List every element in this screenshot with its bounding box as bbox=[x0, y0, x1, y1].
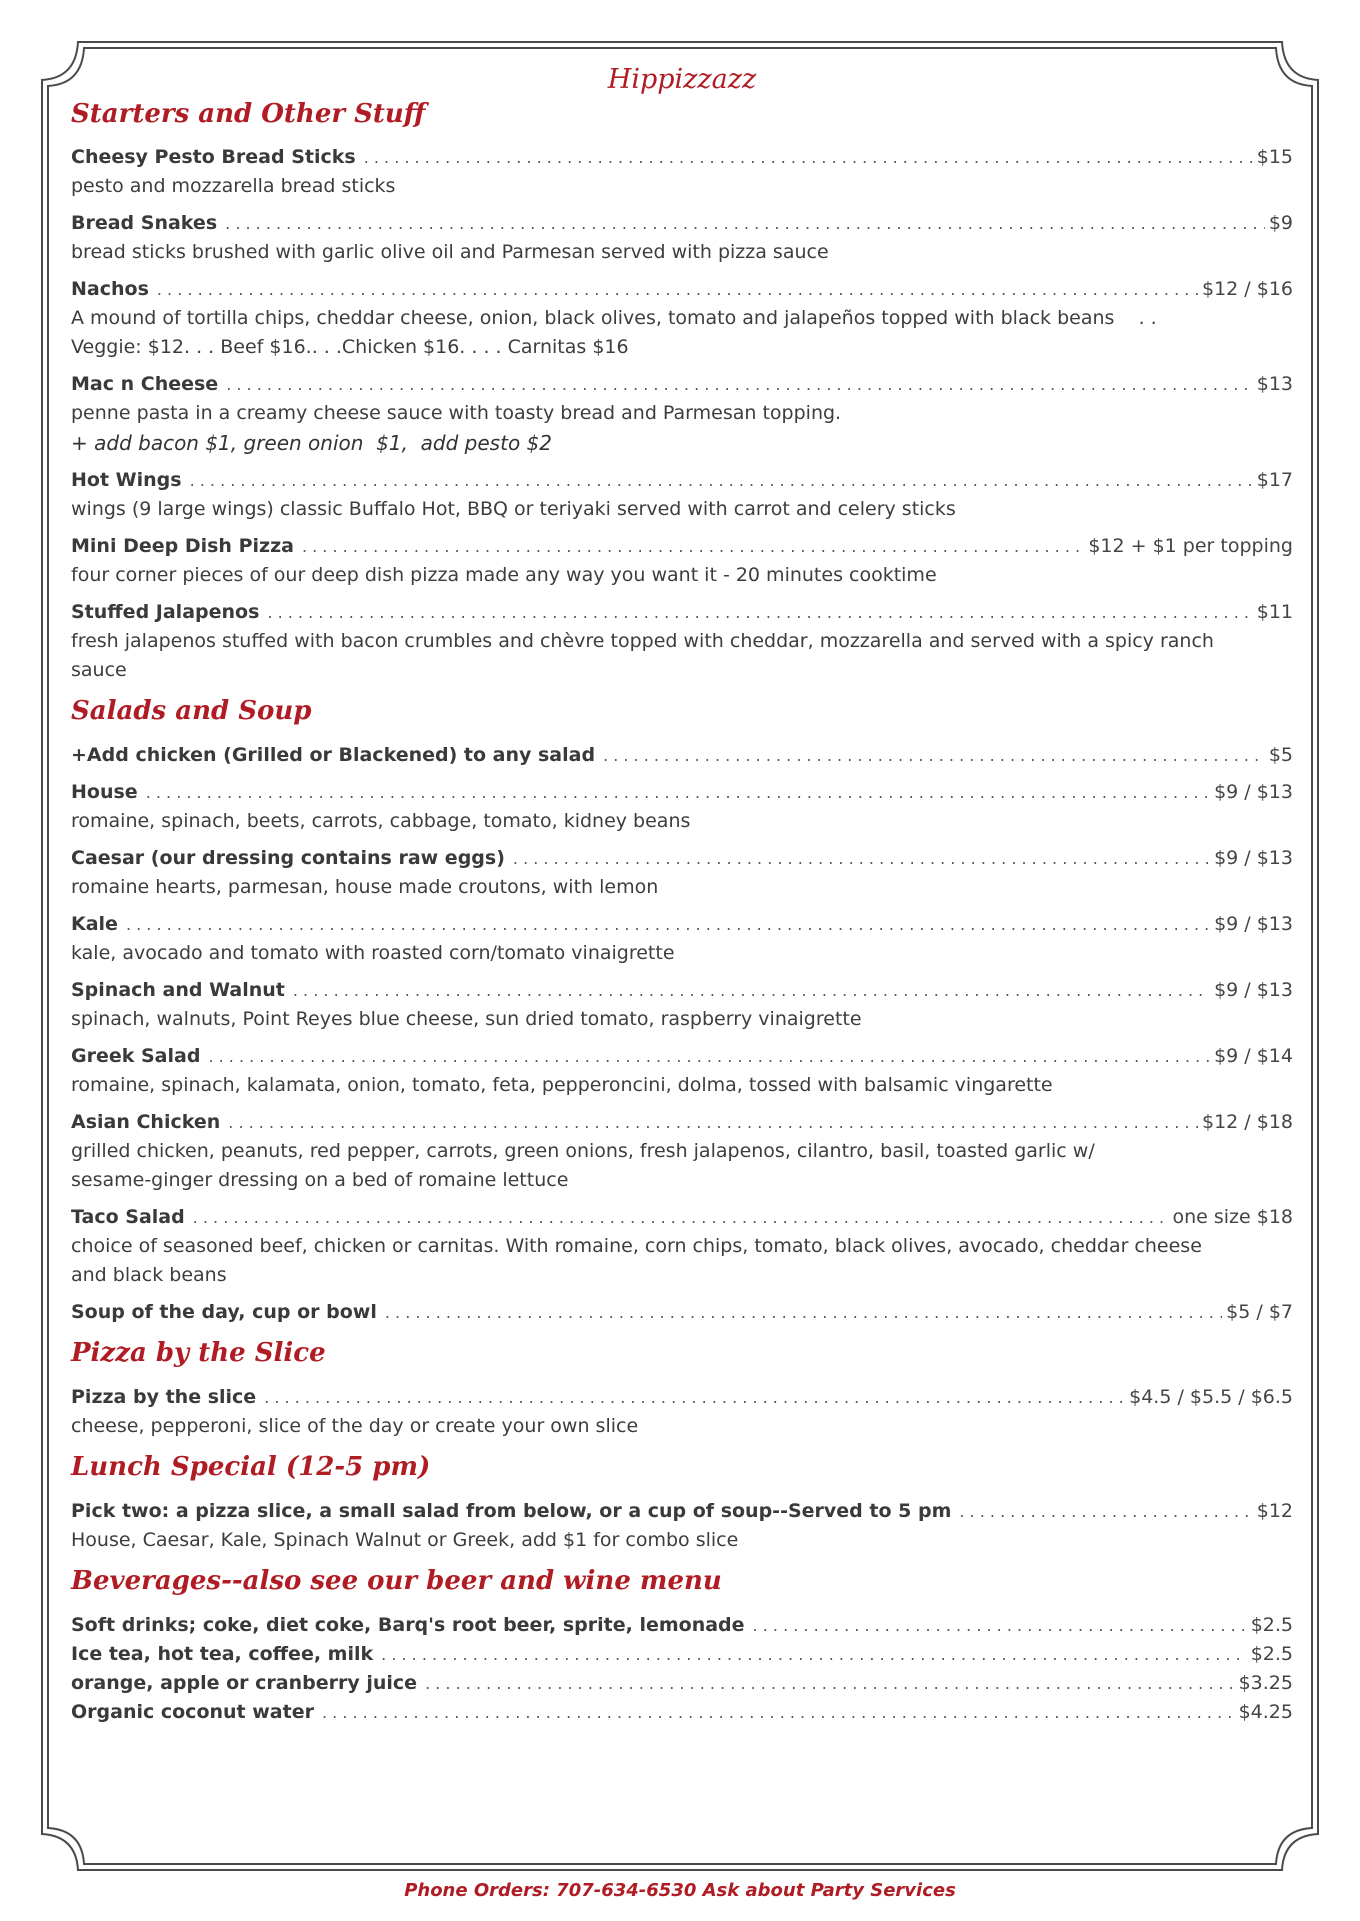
menu-item bbox=[71, 598, 1293, 685]
menu-item bbox=[71, 910, 1293, 968]
menu-item bbox=[71, 370, 1293, 458]
item-price: $9 / $13 bbox=[1214, 913, 1293, 935]
item-description-line2: sauce bbox=[71, 659, 127, 681]
item-description: four corner pieces of our deep dish pizza made any way you want it - 20 minutes cooktime bbox=[71, 564, 937, 586]
section-title: Beverages--also see our beer and wine menu bbox=[71, 1566, 722, 1596]
item-price: $12 / $18 bbox=[1201, 1111, 1293, 1133]
section-title: Salads and Soup bbox=[71, 696, 312, 726]
item-price: $13 bbox=[1256, 373, 1293, 395]
menu-item bbox=[71, 275, 1293, 362]
item-price: $5 / $7 bbox=[1226, 1301, 1293, 1323]
item-name: Kale bbox=[71, 913, 118, 935]
item-price: $15 bbox=[1256, 146, 1293, 168]
footer-phone-orders: Phone Orders: 707-634-6530 Ask about Party Services bbox=[404, 1880, 956, 1901]
item-name: Greek Salad bbox=[71, 1045, 201, 1067]
dot-leader bbox=[513, 844, 1210, 873]
item-name: Spinach and Walnut bbox=[71, 979, 285, 1001]
item-description: romaine hearts, parmesan, house made croutons, with lemon bbox=[71, 876, 659, 898]
item-price: one size $18 bbox=[1172, 1206, 1293, 1228]
section-title: Lunch Special (12-5 pm) bbox=[71, 1452, 431, 1482]
menu-item bbox=[71, 1203, 1293, 1290]
item-price: $9 bbox=[1268, 212, 1293, 234]
item-description-line2: Veggie: $12. . . Beef $16.. . .Chicken $16. . . . Carnitas $16 bbox=[71, 336, 629, 358]
item-description: House, Caesar, Kale, Spinach Walnut or Greek, add $1 for combo slice bbox=[71, 1529, 739, 1551]
menu-item bbox=[71, 1640, 1293, 1669]
dot-leader bbox=[225, 209, 1265, 238]
dot-leader bbox=[364, 143, 1253, 172]
menu-item bbox=[71, 778, 1293, 836]
menu-item bbox=[71, 1383, 1293, 1441]
item-description: A mound of tortilla chips, cheddar cheese, onion, black olives, tomato and jalapeños topped with black beans . . bbox=[71, 307, 1157, 329]
item-price: $12 + $1 per topping bbox=[1088, 535, 1293, 557]
dot-leader bbox=[753, 1611, 1247, 1640]
menu-item bbox=[71, 741, 1293, 770]
menu-item bbox=[71, 1298, 1293, 1327]
menu-item bbox=[71, 1698, 1293, 1727]
item-name: Asian Chicken bbox=[71, 1111, 221, 1133]
item-price: $9 / $13 bbox=[1214, 979, 1293, 1001]
menu-content bbox=[71, 60, 1293, 1727]
dot-leader bbox=[267, 598, 1252, 627]
item-name: Soup of the day, cup or bowl bbox=[71, 1301, 377, 1323]
item-description: romaine, spinach, kalamata, onion, tomato, feta, pepperoncini, dolma, tossed with balsamic vingarette bbox=[71, 1074, 1053, 1096]
menu-item bbox=[71, 1108, 1293, 1195]
dot-leader bbox=[228, 1108, 1198, 1137]
item-description: romaine, spinach, beets, carrots, cabbage, tomato, kidney beans bbox=[71, 810, 691, 832]
menu-item bbox=[71, 976, 1293, 1034]
dot-leader bbox=[322, 1698, 1235, 1727]
item-price: $9 / $13 bbox=[1214, 781, 1293, 803]
dot-leader bbox=[193, 1203, 1169, 1232]
item-name: Bread Snakes bbox=[71, 212, 218, 234]
section-title: Pizza by the Slice bbox=[71, 1338, 326, 1368]
menu-item bbox=[71, 532, 1293, 590]
item-name: Cheesy Pesto Bread Sticks bbox=[71, 146, 356, 168]
dot-leader bbox=[190, 466, 1253, 495]
item-price: $2.5 bbox=[1250, 1614, 1293, 1636]
item-price: $4.5 / $5.5 / $6.5 bbox=[1129, 1386, 1293, 1408]
item-name: Caesar (our dressing contains raw eggs) bbox=[71, 847, 505, 869]
dot-leader bbox=[381, 1640, 1247, 1669]
item-price: $2.5 bbox=[1250, 1643, 1293, 1665]
item-name: Soft drinks; coke, diet coke, Barq's root beer, sprite, lemonade bbox=[71, 1614, 745, 1636]
dot-leader bbox=[226, 370, 1253, 399]
dot-leader bbox=[959, 1497, 1252, 1526]
item-name: Stuffed Jalapenos bbox=[71, 601, 260, 623]
item-description: choice of seasoned beef, chicken or carnitas. With romaine, corn chips, tomato, black olives, avocado, cheddar cheese bbox=[71, 1235, 1202, 1257]
item-name: Nachos bbox=[71, 278, 149, 300]
item-description: grilled chicken, peanuts, red pepper, carrots, green onions, fresh jalapenos, cilantro, basil, toasted garlic w/ bbox=[71, 1140, 1095, 1162]
item-name: Pizza by the slice bbox=[71, 1386, 257, 1408]
menu-item bbox=[71, 844, 1293, 902]
item-price: $5 bbox=[1268, 744, 1293, 766]
item-description-line2: and black beans bbox=[71, 1264, 227, 1286]
menu-item bbox=[71, 1611, 1293, 1640]
dot-leader bbox=[603, 741, 1265, 770]
dot-leader bbox=[264, 1383, 1125, 1412]
section-starters bbox=[71, 96, 1293, 685]
section-pizza bbox=[71, 1335, 1293, 1441]
item-description: fresh jalapenos stuffed with bacon crumbles and chèvre topped with cheddar, mozzarella and served with a spicy ranch bbox=[71, 630, 1214, 652]
item-price: $9 / $14 bbox=[1214, 1045, 1293, 1067]
item-price: $11 bbox=[1256, 601, 1293, 623]
item-description: kale, avocado and tomato with roasted corn/tomato vinaigrette bbox=[71, 942, 675, 964]
item-name: Mini Deep Dish Pizza bbox=[71, 535, 294, 557]
menu-item bbox=[71, 1042, 1293, 1100]
item-description: cheese, pepperoni, slice of the day or create your own slice bbox=[71, 1415, 639, 1437]
item-name: orange, apple or cranberry juice bbox=[71, 1672, 418, 1694]
menu-item bbox=[71, 1669, 1293, 1698]
dot-leader bbox=[126, 910, 1210, 939]
section-title: Starters and Other Stuff bbox=[71, 99, 426, 129]
item-description-line2: sesame-ginger dressing on a bed of romaine lettuce bbox=[71, 1169, 569, 1191]
dot-leader bbox=[302, 532, 1084, 561]
dot-leader bbox=[157, 275, 1198, 304]
item-price: $12 bbox=[1256, 1500, 1293, 1522]
menu-item bbox=[71, 209, 1293, 267]
dot-leader bbox=[385, 1298, 1222, 1327]
item-name: Hot Wings bbox=[71, 469, 182, 491]
item-description: penne pasta in a creamy cheese sauce with toasty bread and Parmesan topping. bbox=[71, 402, 842, 424]
item-description: wings (9 large wings) classic Buffalo Hot, BBQ or teriyaki served with carrot and celery sticks bbox=[71, 498, 956, 520]
section-salads bbox=[71, 693, 1293, 1327]
item-description: spinach, walnuts, Point Reyes blue cheese, sun dried tomato, raspberry vinaigrette bbox=[71, 1008, 862, 1030]
dot-leader bbox=[146, 778, 1210, 807]
item-name: Taco Salad bbox=[71, 1206, 185, 1228]
item-price: $12 / $16 bbox=[1201, 278, 1293, 300]
dot-leader bbox=[208, 1042, 1210, 1071]
item-description: bread sticks brushed with garlic olive oil and Parmesan served with pizza sauce bbox=[71, 241, 829, 263]
item-price: $9 / $13 bbox=[1214, 847, 1293, 869]
menu-item bbox=[71, 466, 1293, 524]
item-price: $17 bbox=[1256, 469, 1293, 491]
dot-leader bbox=[293, 976, 1210, 1005]
item-name: House bbox=[71, 781, 138, 803]
brand-name: Hippizzazz bbox=[607, 64, 757, 95]
item-name: Organic coconut water bbox=[71, 1701, 314, 1723]
item-name: Pick two: a pizza slice, a small salad from below, or a cup of soup--Served to 5 pm bbox=[71, 1500, 952, 1522]
item-name: +Add chicken (Grilled or Blackened) to any salad bbox=[71, 744, 596, 766]
item-name: Ice tea, hot tea, coffee, milk bbox=[71, 1643, 374, 1665]
item-addon-note: + add bacon $1, green onion $1, add pesto $2 bbox=[71, 431, 552, 455]
menu-item bbox=[71, 143, 1293, 201]
section-lunch bbox=[71, 1449, 1293, 1555]
item-description: pesto and mozzarella bread sticks bbox=[71, 175, 396, 197]
item-price: $3.25 bbox=[1238, 1672, 1293, 1694]
section-beverages bbox=[71, 1563, 1293, 1727]
menu-item bbox=[71, 1497, 1293, 1555]
item-name: Mac n Cheese bbox=[71, 373, 219, 395]
item-price: $4.25 bbox=[1238, 1701, 1293, 1723]
dot-leader bbox=[425, 1669, 1235, 1698]
